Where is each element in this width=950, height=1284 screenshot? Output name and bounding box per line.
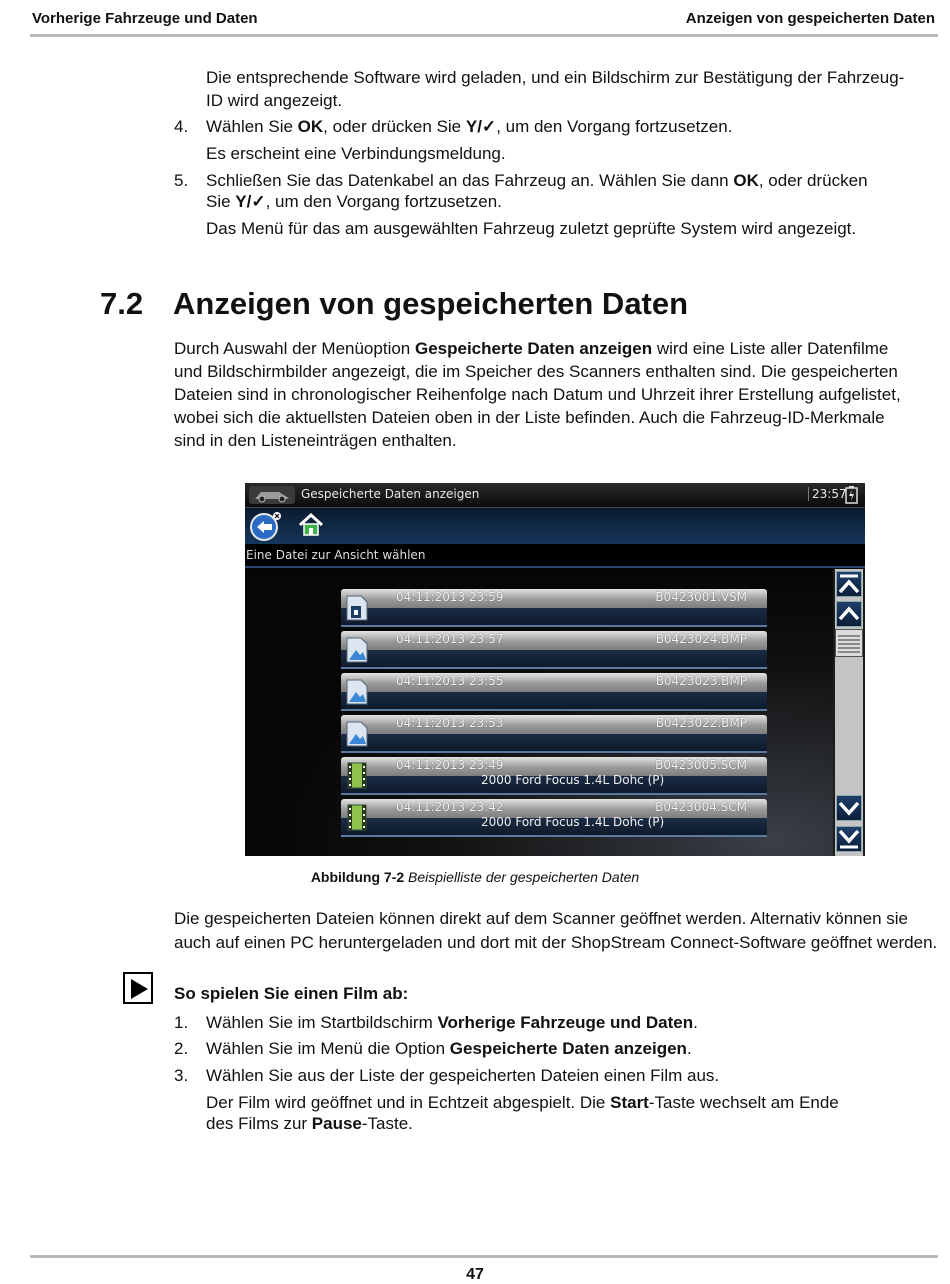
- section-paragraph-line-3: Dateien sind in chronologischer Reihenfolge nach Datum und Uhrzeit ihrer Erstellung aufgelistet,: [174, 385, 901, 404]
- procedure-play-icon: [123, 972, 153, 1004]
- step-5-text-line-2: Sie Y/✓, um den Vorgang fortzusetzen.: [206, 192, 502, 211]
- scroll-bottom-button[interactable]: [836, 826, 862, 852]
- battery-icon: [845, 486, 858, 504]
- back-button-icon[interactable]: [249, 511, 283, 541]
- step-4-text: Wählen Sie OK, oder drücken Sie Y/✓, um den Vorgang fortzusetzen.: [206, 117, 733, 136]
- procedure-step-3-note-line-2: des Films zur Pause-Taste.: [206, 1114, 413, 1133]
- section-title: Anzeigen von gespeicherten Daten: [173, 286, 689, 321]
- section-paragraph-line-2: und Bildschirmbilder angezeigt, die im Speicher des Scanners enthalten sind. Die gespeicherten: [174, 362, 898, 381]
- page-number: 47: [466, 1266, 484, 1283]
- file-name: B0423001.VSM: [655, 590, 747, 604]
- after-paragraph-line-2: auch auf einen PC heruntergeladen und dort mit der ShopStream Connect-Software geöffnet werden.: [174, 933, 938, 952]
- film-file-icon: [345, 802, 369, 832]
- screen-title-bar: [245, 483, 865, 508]
- procedure-step-2-text: Wählen Sie im Menü die Option Gespeicherte Daten anzeigen.: [206, 1039, 692, 1058]
- screen-subtitle: Eine Datei zur Ansicht wählen: [245, 544, 865, 568]
- procedure-step-2-number: 2.: [174, 1039, 189, 1058]
- scroll-top-button[interactable]: [836, 571, 862, 597]
- scanner-screenshot: [245, 483, 865, 856]
- image-file-icon: [345, 718, 369, 748]
- file-datetime: 04:11:2013 23:57: [396, 632, 504, 646]
- procedure-title: So spielen Sie einen Film ab:: [174, 984, 409, 1003]
- after-paragraph-line-1: Die gespeicherten Dateien können direkt auf dem Scanner geöffnet werden. Alternativ können sie: [174, 909, 908, 928]
- file-name: B0423004.SCM: [655, 800, 747, 814]
- file-name: B0423022.BMP: [655, 716, 747, 730]
- header-rule: [30, 34, 938, 37]
- file-datetime: 04:11:2013 23:42: [396, 800, 504, 814]
- vehicle-logo-icon: [249, 486, 295, 504]
- figure-caption: Abbildung 7-2 Beispielliste der gespeicherten Daten: [310, 869, 640, 885]
- film-file-icon: [345, 760, 369, 790]
- section-paragraph-line-5: sind in den Listeneinträgen enthalten.: [174, 431, 457, 450]
- file-list-item[interactable]: [341, 757, 767, 793]
- screen-toolbar: [245, 508, 865, 544]
- file-list-item[interactable]: [341, 673, 767, 709]
- scroll-up-button[interactable]: [836, 601, 862, 627]
- chevron-up-icon: [837, 602, 861, 626]
- section-paragraph-line-4: wobei sich die aktuellsten Dateien oben in der Liste befinden. Auch die Fahrzeug-ID-Merkmale: [174, 408, 885, 427]
- intro-paragraph-line-2: ID wird angezeigt.: [206, 91, 343, 110]
- procedure-step-3-text: Wählen Sie aus der Liste der gespeicherten Dateien einen Film aus.: [206, 1066, 720, 1085]
- file-datetime: 04:11:2013 23:59: [396, 590, 504, 604]
- running-header-left: Vorherige Fahrzeuge und Daten: [32, 10, 258, 27]
- file-datetime: 04:11:2013 23:49: [396, 758, 504, 772]
- double-chevron-up-icon: [837, 572, 861, 596]
- home-button-icon[interactable]: [297, 512, 325, 538]
- step-5-note: Das Menü für das am ausgewählten Fahrzeug zuletzt geprüfte System wird angezeigt.: [206, 219, 857, 238]
- scroll-down-button[interactable]: [836, 795, 862, 821]
- screen-clock: 23:57: [808, 487, 847, 501]
- file-name: B0423005.SCM: [655, 758, 747, 772]
- scrollbar[interactable]: [833, 569, 865, 856]
- file-list: [245, 569, 833, 856]
- step-5-number: 5.: [174, 171, 189, 190]
- file-vehicle: 2000 Ford Focus 1.4L Dohc (P): [481, 815, 665, 829]
- intro-paragraph-line-1: Die entsprechende Software wird geladen, und ein Bildschirm zur Bestätigung der Fahrzeug-: [206, 68, 905, 87]
- procedure-step-1-number: 1.: [174, 1013, 189, 1032]
- vsm-file-icon: [345, 592, 369, 622]
- screen-title: Gespeicherte Daten anzeigen: [301, 487, 480, 501]
- step-5-text-line-1: Schließen Sie das Datenkabel an das Fahrzeug an. Wählen Sie dann OK, oder drücken: [206, 171, 868, 190]
- grip-lines-icon: [836, 630, 862, 656]
- chevron-down-icon: [837, 796, 861, 820]
- file-list-item[interactable]: [341, 589, 767, 625]
- section-number: 7.2: [100, 286, 144, 321]
- procedure-step-1-text: Wählen Sie im Startbildschirm Vorherige Fahrzeuge und Daten.: [206, 1013, 698, 1032]
- image-file-icon: [345, 634, 369, 664]
- file-list-item[interactable]: [341, 799, 767, 835]
- file-name: B0423024.BMP: [655, 632, 747, 646]
- scroll-thumb[interactable]: [835, 629, 863, 657]
- double-chevron-down-icon: [837, 827, 861, 851]
- file-vehicle: 2000 Ford Focus 1.4L Dohc (P): [481, 773, 665, 787]
- footer-rule: [30, 1255, 938, 1258]
- file-datetime: 04:11:2013 23:55: [396, 674, 504, 688]
- section-paragraph-line-1: Durch Auswahl der Menüoption Gespeicherte Daten anzeigen wird eine Liste aller Datenfilme: [174, 339, 889, 358]
- procedure-step-3-note-line-1: Der Film wird geöffnet und in Echtzeit abgespielt. Die Start-Taste wechselt am Ende: [206, 1093, 839, 1112]
- step-4-number: 4.: [174, 117, 189, 136]
- file-list-item[interactable]: [341, 715, 767, 751]
- step-4-note: Es erscheint eine Verbindungsmeldung.: [206, 144, 506, 163]
- file-datetime: 04:11:2013 23:53: [396, 716, 504, 730]
- running-header-right: Anzeigen von gespeicherten Daten: [685, 10, 935, 27]
- image-file-icon: [345, 676, 369, 706]
- procedure-step-3-number: 3.: [174, 1066, 189, 1085]
- file-list-item[interactable]: [341, 631, 767, 667]
- file-name: B0423023.BMP: [655, 674, 747, 688]
